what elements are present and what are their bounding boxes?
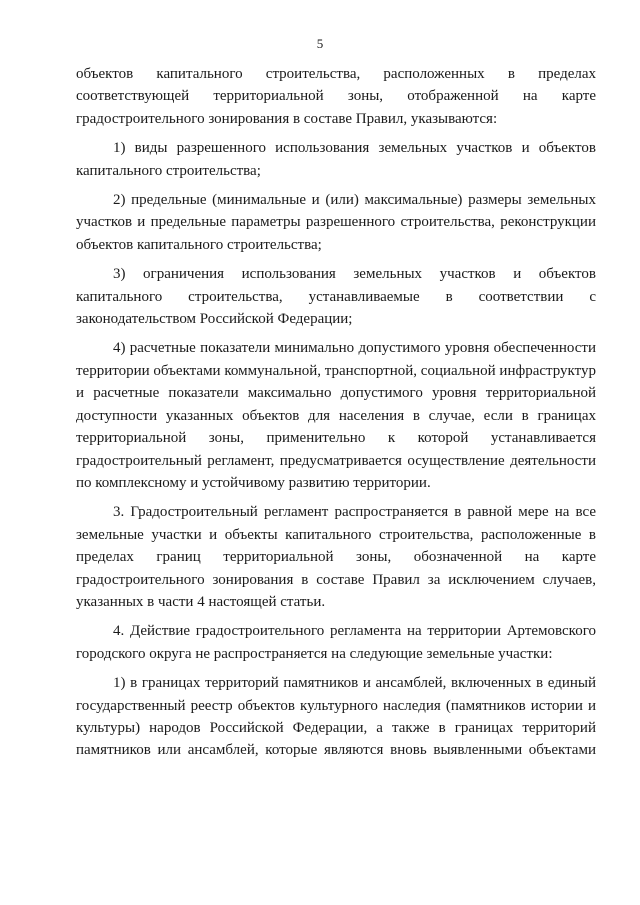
list-item-4: 4) расчетные показатели минимально допустимого уровня обеспеченности территории объектами коммунальной, транспортной, социальной инфраструктур и расчетные показатели максимально допустимого уровня территориальной доступности указанных объектов для населения в случае, если в границах территориальной зоны, применительно к которой устанавливается градостроительный регламент, предусматривается осуществление деятельности по комплексному и устойчивому развитию территории. [76,340,596,491]
list-item-3: 3) ограничения использования земельных участков и объектов капитального строительства, устанавливаемые в соответствии с законодательством Российской Федерации; [76,266,596,328]
clause-3: 3. Градостроительный регламент распространяется в равной мере на все земельные участки и объекты капитального строительства, расположенные в пределах границ территориальной зоны, обозначенной на карте градостроительного зонирования в составе Правил за исключением случаев, указанных в части 4 настоящей статьи. [76,504,596,610]
document-body [76,63,596,762]
list-item-1: 1) виды разрешенного использования земельных участков и объектов капитального строительства; [76,140,596,179]
page-number: 5 [316,36,324,51]
clause-4: 4. Действие градостроительного регламента на территории Артемовского городского округа не распространяется на следующие земельные участки: [76,623,596,662]
list-item-2: 2) предельные (минимальные и (или) максимальные) размеры земельных участков и предельные параметры разрешенного строительства, реконструкции объектов капитального строительства; [76,192,596,253]
clause-4-item-1: 1) в границах территорий памятников и ансамблей, включенных в единый государственный реестр объектов культурного наследия (памятников истории и культуры) народов Российской Федерации, а также в границах территорий памятников или ансамблей, которые являются вновь выявленными объектами [76,675,596,759]
paragraph-continuation: объектов капитального строительства, расположенных в пределах соответствующей территориальной зоны, отображенной на карте градостроительного зонирования в составе Правил, указываются: [76,66,596,127]
